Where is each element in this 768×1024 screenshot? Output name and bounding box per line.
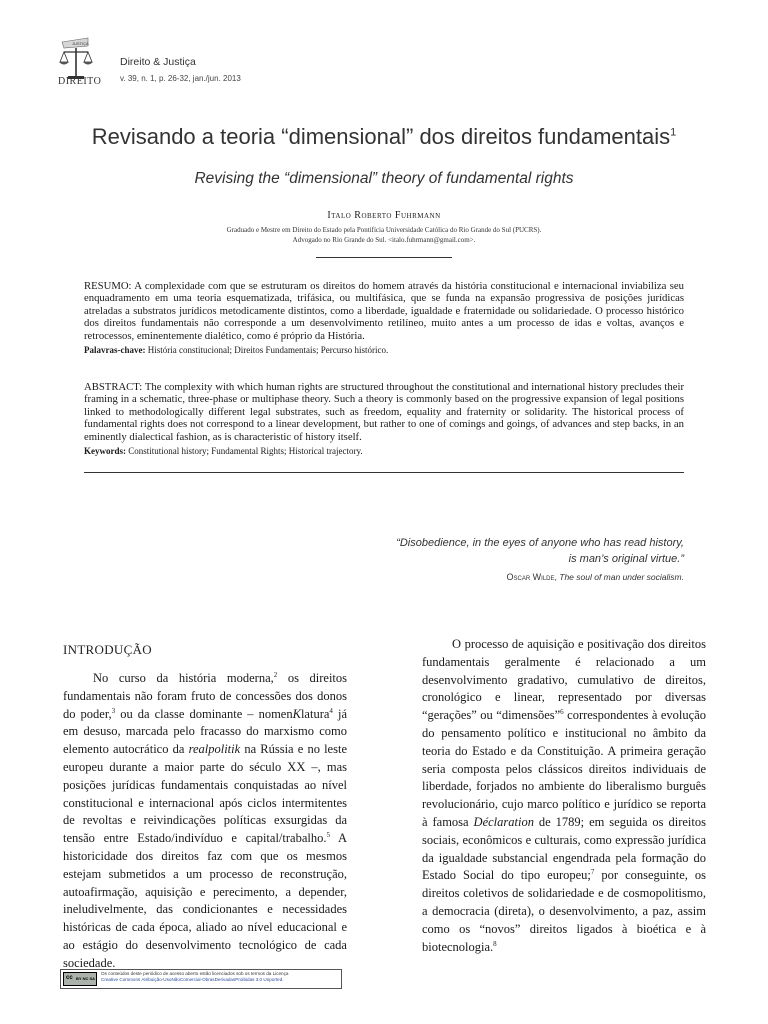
article-subtitle: Revising the “dimensional” theory of fundamental rights [194, 170, 574, 187]
text-run: latura [300, 706, 330, 721]
resumo-keywords-label: Palavras-chave: [84, 345, 146, 356]
abstract-text: ABSTRACT: The complexity with which human rights are structured throughout the constitutional and international history precludes their framing in a schematic, three-phase or multiphase theory. Such a theory is commonly based on the progressive expansion of legal positions linked to methodologically different legal substrates, such as freedom, equality and fraternity or solidarity. The historical process of fundamental rights does not correspond to a linear development, but rather to one of comings and goings, of advances and step backs, in an eminently dialectical fashion, as is characteristic of history itself. [84, 381, 684, 443]
cc-badge-terms: BY NC SA [76, 976, 96, 981]
cc-badge-label: cc [66, 975, 73, 981]
article-title [0, 124, 768, 150]
paragraph [63, 670, 347, 973]
author-name: Italo Roberto Fuhrmann [327, 210, 441, 221]
logo-wordmark: DIREITO [58, 76, 102, 87]
section-heading-introducao: INTRODUÇÃO [63, 642, 152, 657]
text-run-italic: Déclaration [473, 814, 534, 829]
text-run: ou da classe dominante – nomen [115, 706, 293, 721]
abstract-block [84, 381, 684, 457]
text-run: os direitos fundamentais não foram fruto de concessões dos donos do poder, [63, 671, 347, 721]
text-run: já em desuso, marcada pelo fracasso do marxismo como elemento autocrático da [63, 706, 347, 757]
license-box [60, 969, 342, 989]
abstract-keywords-label: Keywords: [84, 446, 126, 457]
text-run: A historicidade dos direitos faz com que os mesmos estejam submetidos a um processo de reconstrução, autoafirmação, aquisição e perecimento, a depender, ineludivelmente, das condicionantes e necessidades históricas de cada época, aliado ao nível educacional e ao estágio do desenvolvimento tecnológico de cada sociedade. [63, 831, 347, 970]
resumo-keywords-list: História constitucional; Direitos Fundamentais; Percurso histórico. [147, 345, 389, 356]
text-run: na Rússia e no leste europeu durante a maior parte do século XX –, mas posições jurídicas fundamentais conquistadas ao nível constitucional e internacional após ciclos intermitentes de revoltas e reivindicações políticas exsurgidas da tensão entre Estado/indivíduo e capital/trabalho. [63, 742, 347, 846]
epigraph-author: Oscar Wilde [506, 572, 555, 582]
license-link[interactable]: Creative Commons Atribuição-UsoNãoComercial-ObrasDerivadasProibidas 3.0 Unported. [101, 977, 284, 982]
text-run: de 1789; em seguida os direitos sociais, econômicos e culturais, como expressão jurídica da igualdade substancial engendrada pela formação do Estado Social do tipo europeu; [422, 814, 706, 883]
author-divider [316, 257, 452, 258]
title-text: Revisando a teoria “dimensional” dos direitos fundamentais [91, 124, 671, 149]
abstract-divider [84, 472, 684, 473]
text-run-italic: realpolitik [188, 742, 241, 757]
body-column-left [63, 670, 347, 973]
journal-header [58, 26, 718, 96]
text-run: O processo de aquisição e positivação dos direitos fundamentais geralmente é relacionado a um desenvolvimento gradativo, cumulativo de direitos, cronológico e linear, representado por diversas “gerações” ou “dimensões” [422, 637, 706, 723]
footnote-marker[interactable]: 8 [493, 939, 497, 948]
text-run: No curso da história moderna, [93, 671, 274, 685]
title-footnote-marker: 1 [670, 126, 677, 139]
resumo-keywords [84, 344, 684, 356]
paragraph [422, 636, 706, 956]
logo-badge-text: JUSTIÇA [72, 41, 89, 46]
footnote-marker[interactable]: 3 [111, 706, 116, 715]
text-run: por conseguinte, os direitos coletivos de solidariedade e de cosmopolitismo, a democracia (direta), o desenvolvimento, a paz, assim como os “novos” direitos ligados à bioética e à biotecnologia. [422, 868, 707, 954]
abstract-keywords [84, 445, 684, 457]
abstract-keywords-list: Constitutional history; Fundamental Rights; Historical trajectory. [128, 446, 363, 457]
footnote-marker[interactable]: 2 [273, 670, 278, 679]
author-contact: Advogado no Rio Grande do Sul. <italo.fuhrmann@gmail.com>. [292, 236, 476, 244]
resumo-text: RESUMO: A complexidade com que se estruturam os direitos do homem através da história constitucional e internacional inviabiliza seu enquadramento em uma teoria esquematizada, trifásica, ou multifásica, que se funda na expansão progressiva de posições jurídicas atreladas a substratos jurídicos metodicamente distintos, como a liberdade, igualdade e fraternidade ou solidariedade. O processo histórico dos direitos fundamentais não corresponde a um desenvolvimento retilíneo, muito antes a um processo de idas e voltas, avanços e retrocessos, eminentemente dialético, como é próprio da História. [84, 280, 684, 342]
text-run: correspondentes à evolução do pensamento político e institucional no âmbito da teoria do Estado e da Constituição. A primeira geração seria composta pelos clássicos direitos individuais de liberdade, forjados no ambiente do liberalismo burguês revolucionário, cujo marco político e jurídico se reporta à famosa [422, 708, 706, 829]
footnote-marker[interactable]: 7 [590, 868, 595, 877]
creative-commons-badge-icon[interactable] [63, 972, 97, 986]
epigraph-work: The soul of man under socialism. [559, 572, 684, 582]
journal-issue: v. 39, n. 1, p. 26-32, jan./jun. 2013 [120, 74, 241, 83]
journal-name: Direito & Justiça [120, 56, 196, 68]
resumo-block [84, 280, 684, 356]
footnote-marker[interactable]: 5 [326, 831, 330, 840]
epigraph-attribution: Oscar Wilde, The soul of man under socialism. [506, 572, 684, 582]
license-text [101, 971, 288, 983]
license-line-1: Os conteúdos deste periódico de acesso aberto estão licenciados sob os termos da Licença [101, 971, 289, 976]
author-affiliation: Graduado e Mestre em Direito do Estado pela Pontifícia Universidade Católica do Rio Grande do Sul (PUCRS). [226, 226, 542, 234]
epigraph-line-2: is man’s original virtue.” [568, 553, 684, 565]
epigraph-quote [300, 535, 684, 567]
epigraph-line-1: “Disobedience, in the eyes of anyone who has read history, [396, 537, 684, 549]
body-column-right [422, 636, 706, 956]
footnote-marker[interactable]: 4 [329, 706, 333, 715]
text-run-italic: K [292, 706, 301, 721]
footnote-marker[interactable]: 6 [560, 708, 564, 717]
